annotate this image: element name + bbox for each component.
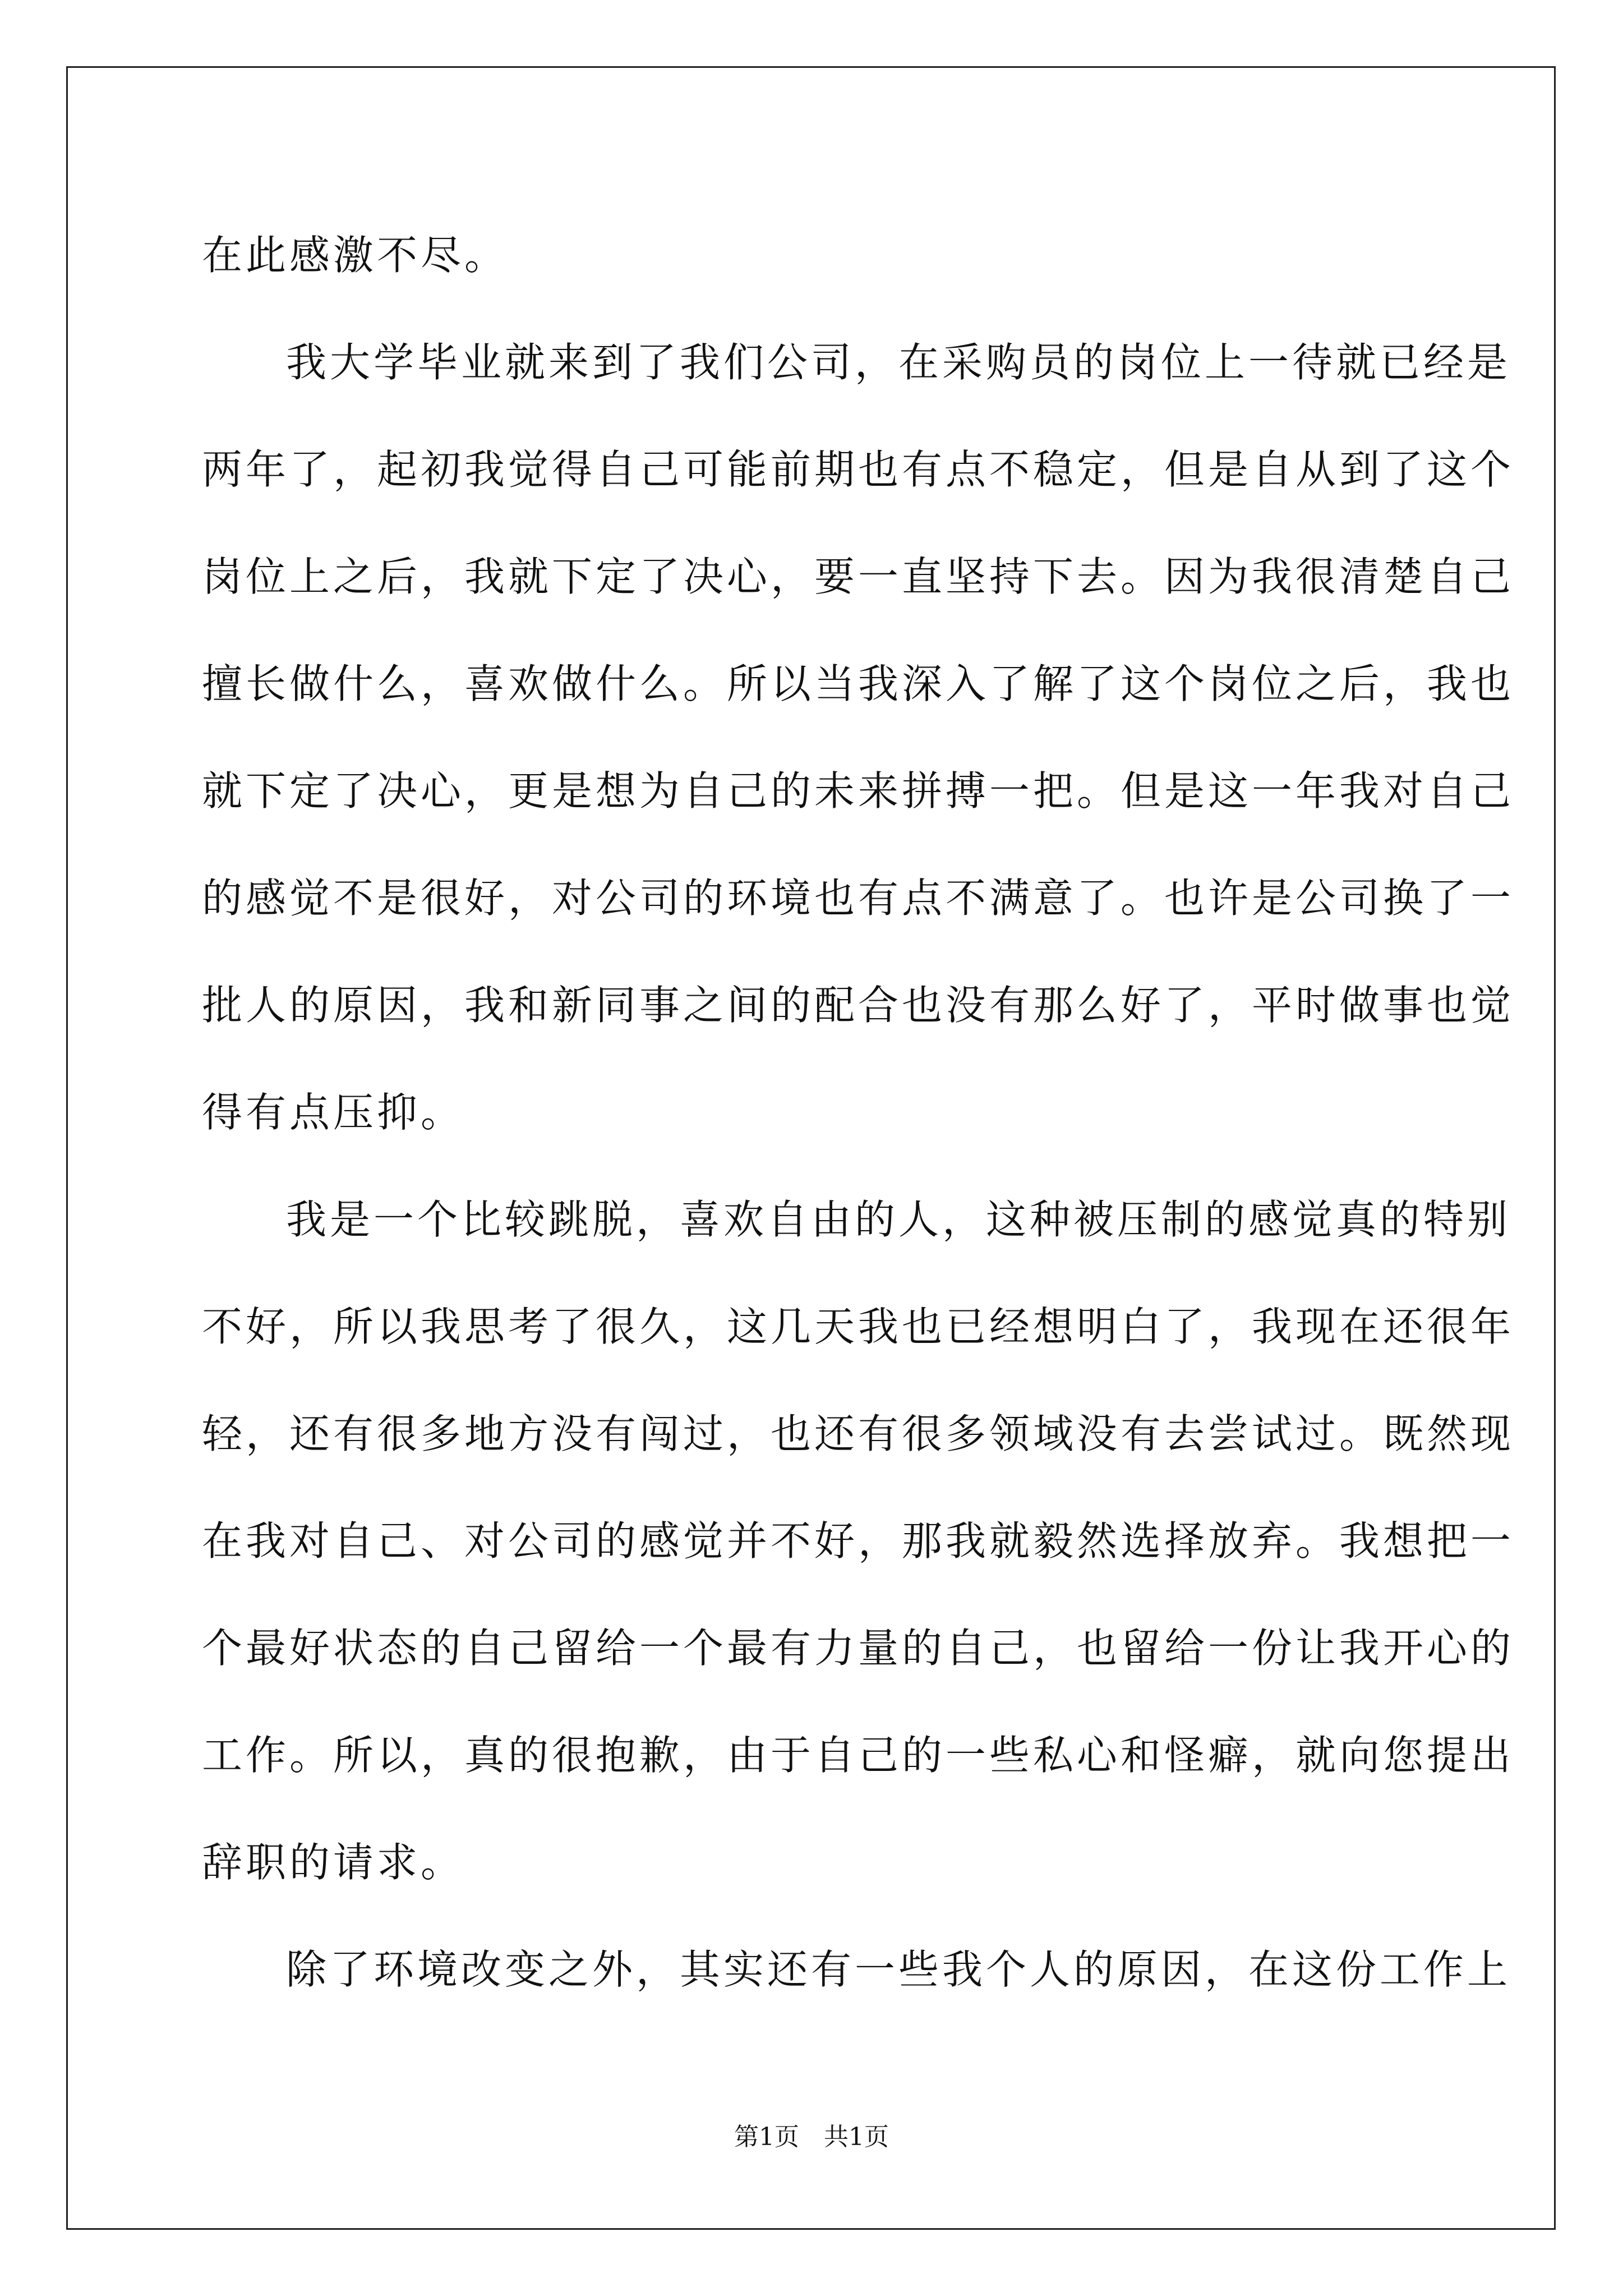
text-line: 除了环境改变之外，其实还有一些我个人的原因，在这份工作上 [286,1946,1511,1993]
text-line: 擅长做什么，喜欢做什么。所以当我深入了解了这个岗位之后，我也 [202,660,1515,707]
text-line: 得有点压抑。 [202,1089,465,1136]
text-line: 个最好状态的自己留给一个最有力量的自己，也留给一份让我开心的 [202,1625,1515,1672]
text-line: 我大学毕业就来到了我们公司，在采购员的岗位上一待就已经是 [286,339,1511,386]
document-body [202,202,1515,2023]
text-line: 在此感激不尽。 [202,232,509,279]
text-line: 就下定了决心，更是想为自己的未来拼搏一把。但是这一年我对自己 [202,767,1515,815]
text-line: 岗位上之后，我就下定了决心，要一直坚持下去。因为我很清楚自己 [202,553,1515,600]
text-line: 不好，所以我思考了很久，这几天我也已经想明白了，我现在还很年 [202,1303,1515,1350]
text-line: 工作。所以，真的很抱歉，由于自己的一些私心和怪癖，就向您提出 [202,1732,1515,1779]
text-line: 我是一个比较跳脱，喜欢自由的人，这种被压制的感觉真的特别 [286,1196,1511,1243]
text-line: 轻，还有很多地方没有闯过，也还有很多领域没有去尝试过。既然现 [202,1410,1515,1457]
text-line: 的感觉不是很好，对公司的环境也有点不满意了。也许是公司换了一 [202,875,1515,922]
text-line: 两年了，起初我觉得自己可能前期也有点不稳定，但是自从到了这个 [202,446,1515,493]
page-number: 第1页 共1页 [734,2123,889,2151]
text-line: 在我对自己、对公司的感觉并不好，那我就毅然选择放弃。我想把一 [202,1517,1515,1565]
text-line: 批人的原因，我和新同事之间的配合也没有那么好了，平时做事也觉 [202,982,1515,1029]
text-line: 辞职的请求。 [202,1839,465,1886]
